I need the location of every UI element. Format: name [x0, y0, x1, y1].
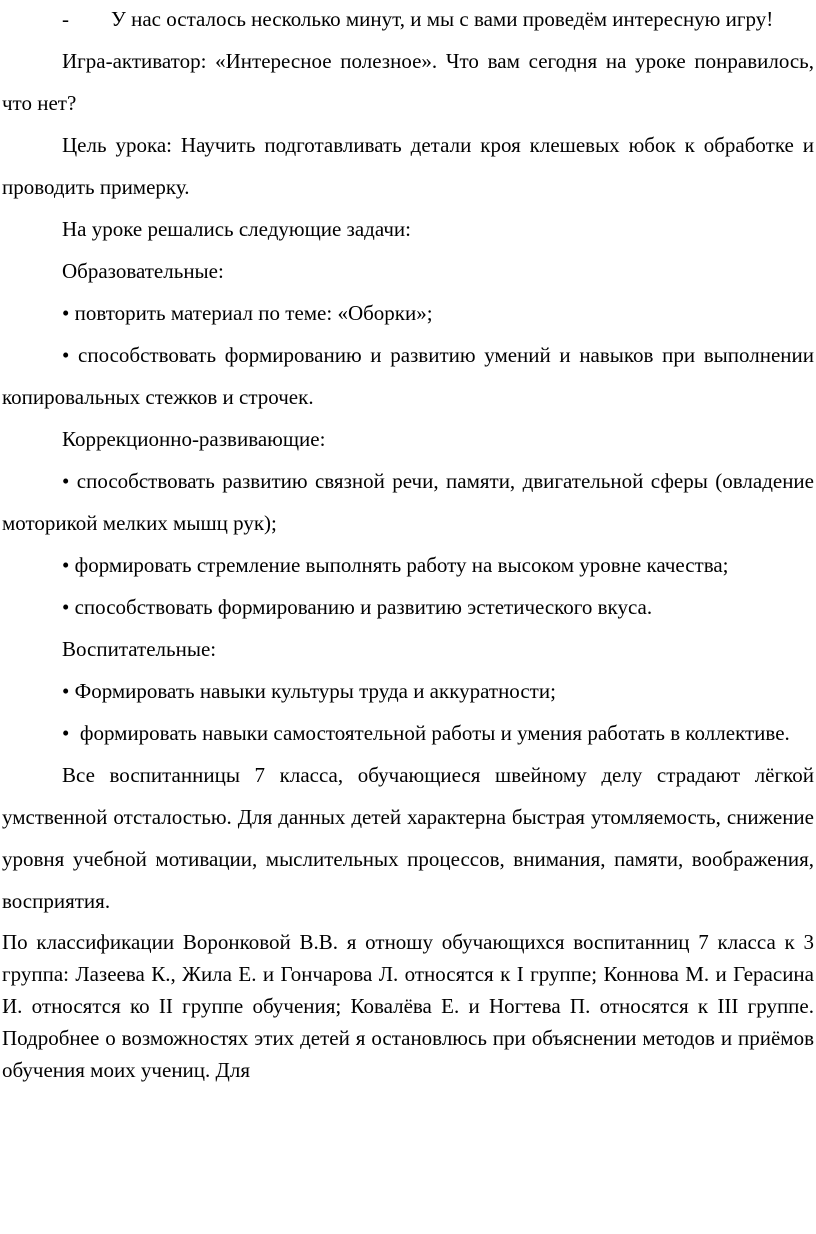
classification-paragraph: По классификации Воронковой В.В. я отношу обучающихся воспитанниц 7 класса к 3 группа: Лазеева К., Жила Е. и Гончарова Л. относятся к I группе; Коннова М. и Герасина И. относятся ко II группе обучения; Ковалёва Е. и Ногтева П. относятся к III группе. Подробнее о возможностях этих детей я остановлюсь при объяснении методов и приёмов обучения моих учениц. Для — [2, 930, 814, 1082]
bullet-item: • повторить материал по теме: «Оборки»; — [2, 292, 814, 334]
bullet-item: • способствовать развитию связной речи, памяти, двигательной сферы (овладение моторикой мелких мышц рук); — [2, 460, 814, 544]
bullet-item: • формировать стремление выполнять работу на высоком уровне качества; — [2, 544, 814, 586]
intro-paragraph: - У нас осталось несколько минут, и мы с вами проведём интересную игру! — [62, 7, 774, 31]
bullet-item: • способствовать формированию и развитию эстетического вкуса. — [2, 586, 814, 628]
bullet-item: • Формировать навыки культуры труда и аккуратности; — [2, 670, 814, 712]
bullet-item: • способствовать формированию и развитию умений и навыков при выполнении копировальных стежков и строчек. — [2, 334, 814, 418]
bullet-item: • формировать навыки самостоятельной работы и умения работать в коллективе. — [2, 712, 814, 754]
correctional-heading: Коррекционно-развивающие: — [62, 427, 326, 451]
upbringing-heading: Воспитательные: — [62, 637, 217, 661]
tasks-heading: На уроке решались следующие задачи: — [62, 217, 411, 241]
students-description-paragraph: Все воспитанницы 7 класса, обучающиеся швейному делу страдают лёгкой умственной отсталостью. Для данных детей характерна быстрая утомляемость, снижение уровня учебной мотивации, мыслительных процессов, внимания, памяти, воображения, восприятия. — [2, 763, 814, 913]
lesson-goal-paragraph: Цель урока: Научить подготавливать детали кроя клешевых юбок к обработке и проводить примерку. — [2, 133, 814, 199]
game-activator-paragraph: Игра-активатор: «Интересное полезное». Что вам сегодня на уроке понравилось, что нет? — [2, 49, 814, 115]
educational-heading: Образовательные: — [62, 259, 224, 283]
